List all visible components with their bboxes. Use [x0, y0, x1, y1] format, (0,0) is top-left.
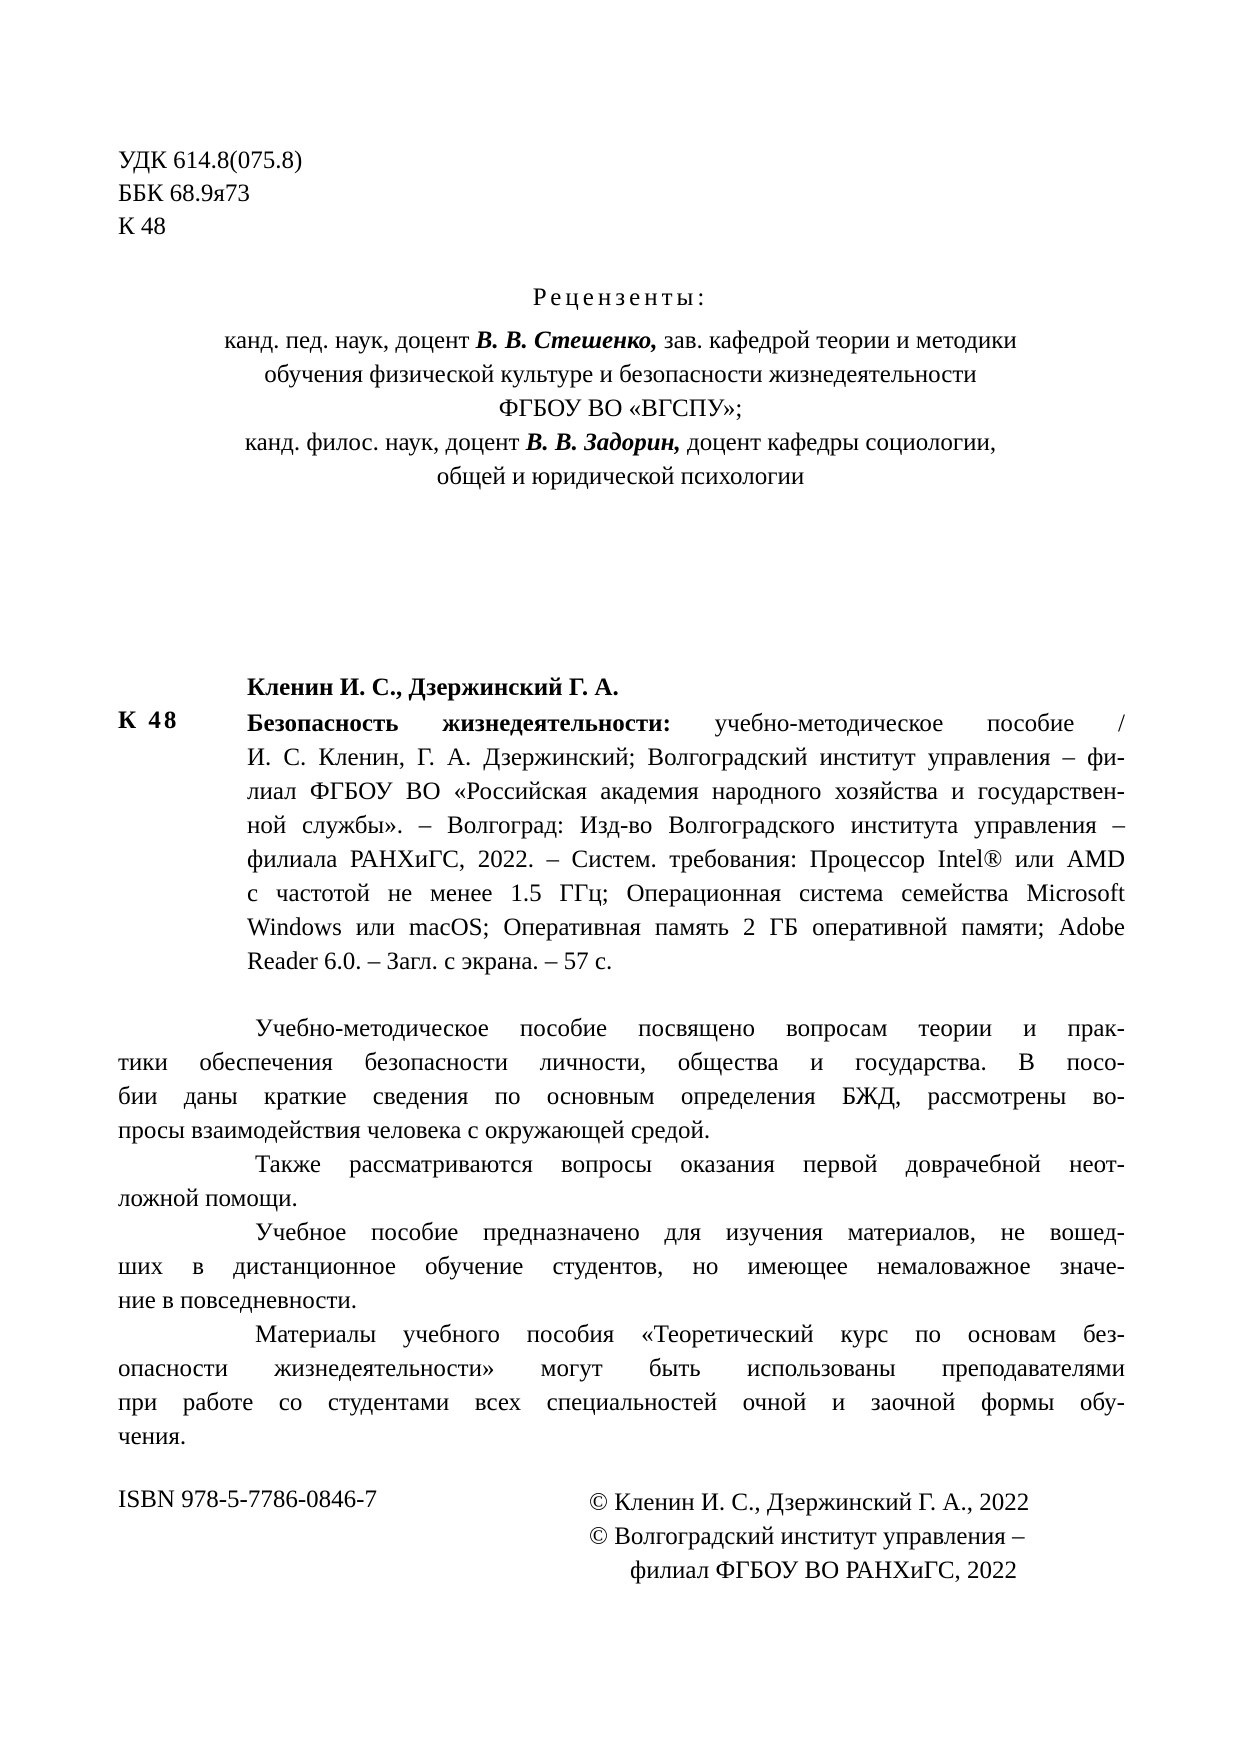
annotation-line: тики обеспечения безопасности личности, общества и государства. В посо-	[118, 1049, 1125, 1076]
reviewer-2-title: канд. филос. наук, доцент	[244, 429, 526, 456]
book-authors: Кленин И. С., Дзержинский Г. А.	[247, 674, 619, 701]
bbk-code: ББК 68.9я73	[118, 180, 250, 207]
annotation-line: ложной помощи.	[118, 1185, 298, 1212]
reviewer-1-line-1	[0, 324, 1241, 358]
classification-codes	[118, 144, 302, 243]
reviewer-1-position: зав. кафедрой теории и методики	[657, 327, 1017, 354]
annotation-line: просы взаимодействия человека с окружающей средой.	[118, 1117, 711, 1144]
isbn: ISBN 978-5-7786-0846-7	[118, 1486, 378, 1513]
annotation-line: чения.	[118, 1423, 187, 1450]
book-type: учебно-методическое пособие /	[670, 710, 1125, 737]
reviewer-2-line-1	[0, 426, 1241, 460]
reviewer-1-title: канд. пед. наук, доцент	[224, 327, 476, 354]
annotation-line: Материалы учебного пособия «Теоретический курс по основам без-	[255, 1321, 1125, 1348]
annotation	[118, 1012, 1125, 1454]
udk-code: УДК 614.8(075.8)	[118, 147, 303, 174]
reviewer-1-line-2: обучения физической культуре и безопасности жизнедеятельности	[264, 361, 977, 388]
annotation-line: Также рассматриваются вопросы оказания первой доврачебной неот-	[255, 1151, 1125, 1178]
reviewer-2-line-2: общей и юридической психологии	[436, 463, 805, 490]
biblio-line	[247, 707, 1125, 741]
book-title: Безопасность жизнедеятельности:	[247, 710, 671, 737]
annotation-line: ших в дистанционное обучение студентов, но имеющее немаловажное значе-	[118, 1253, 1125, 1280]
annotation-line: при работе со студентами всех специальностей очной и заочной формы обу-	[118, 1389, 1125, 1416]
copyright-institute-cont: филиал ФГБОУ ВО РАНХиГС, 2022	[630, 1557, 1017, 1584]
reviewers-block	[0, 324, 1241, 494]
bibliographic-description	[247, 707, 1125, 979]
reviewer-2-name: В. В. Задорин,	[525, 429, 681, 456]
book-author-sign: К 48	[118, 707, 180, 734]
biblio-line: Reader 6.0. – Загл. с экрана. – 57 с.	[247, 948, 613, 975]
annotation-line: опасности жизнедеятельности» могут быть использованы преподавателями	[118, 1355, 1125, 1382]
author-sign-code: К 48	[118, 213, 166, 240]
copyright-institute: © Волгоградский институт управления –	[589, 1523, 1025, 1550]
copyright-authors: © Кленин И. С., Дзержинский Г. А., 2022	[589, 1489, 1030, 1516]
annotation-line: Учебное пособие предназначено для изучения материалов, не вошед-	[255, 1219, 1125, 1246]
reviewer-1-line-3: ФГБОУ ВО «ВГСПУ»;	[498, 395, 743, 422]
biblio-line: И. С. Кленин, Г. А. Дзержинский; Волгоградский институт управления – фи-	[247, 744, 1125, 771]
biblio-line: ной службы». – Волгоград: Изд-во Волгоградского института управления –	[247, 812, 1125, 839]
reviewers-heading: Рецензенты:	[532, 284, 709, 311]
biblio-line: Windows или macOS; Оперативная память 2 ГБ оперативной памяти; Adobe	[247, 914, 1125, 941]
biblio-line: филиала РАНХиГС, 2022. – Систем. требования: Процессор Intel® или AMD	[247, 846, 1125, 873]
biblio-line: лиал ФГБОУ ВО «Российская академия народного хозяйства и государствен-	[247, 778, 1125, 805]
annotation-line: ние в повседневности.	[118, 1287, 358, 1314]
biblio-line: с частотой не менее 1.5 ГГц; Операционная система семейства Microsoft	[247, 880, 1125, 907]
annotation-line: Учебно-методическое пособие посвящено вопросам теории и прак-	[255, 1015, 1125, 1042]
annotation-line: бии даны краткие сведения по основным определения БЖД, рассмотрены во-	[118, 1083, 1125, 1110]
reviewer-2-position: доцент кафедры социологии,	[680, 429, 997, 456]
copyright-block	[589, 1486, 1029, 1588]
reviewer-1-name: В. В. Стешенко,	[475, 327, 658, 354]
